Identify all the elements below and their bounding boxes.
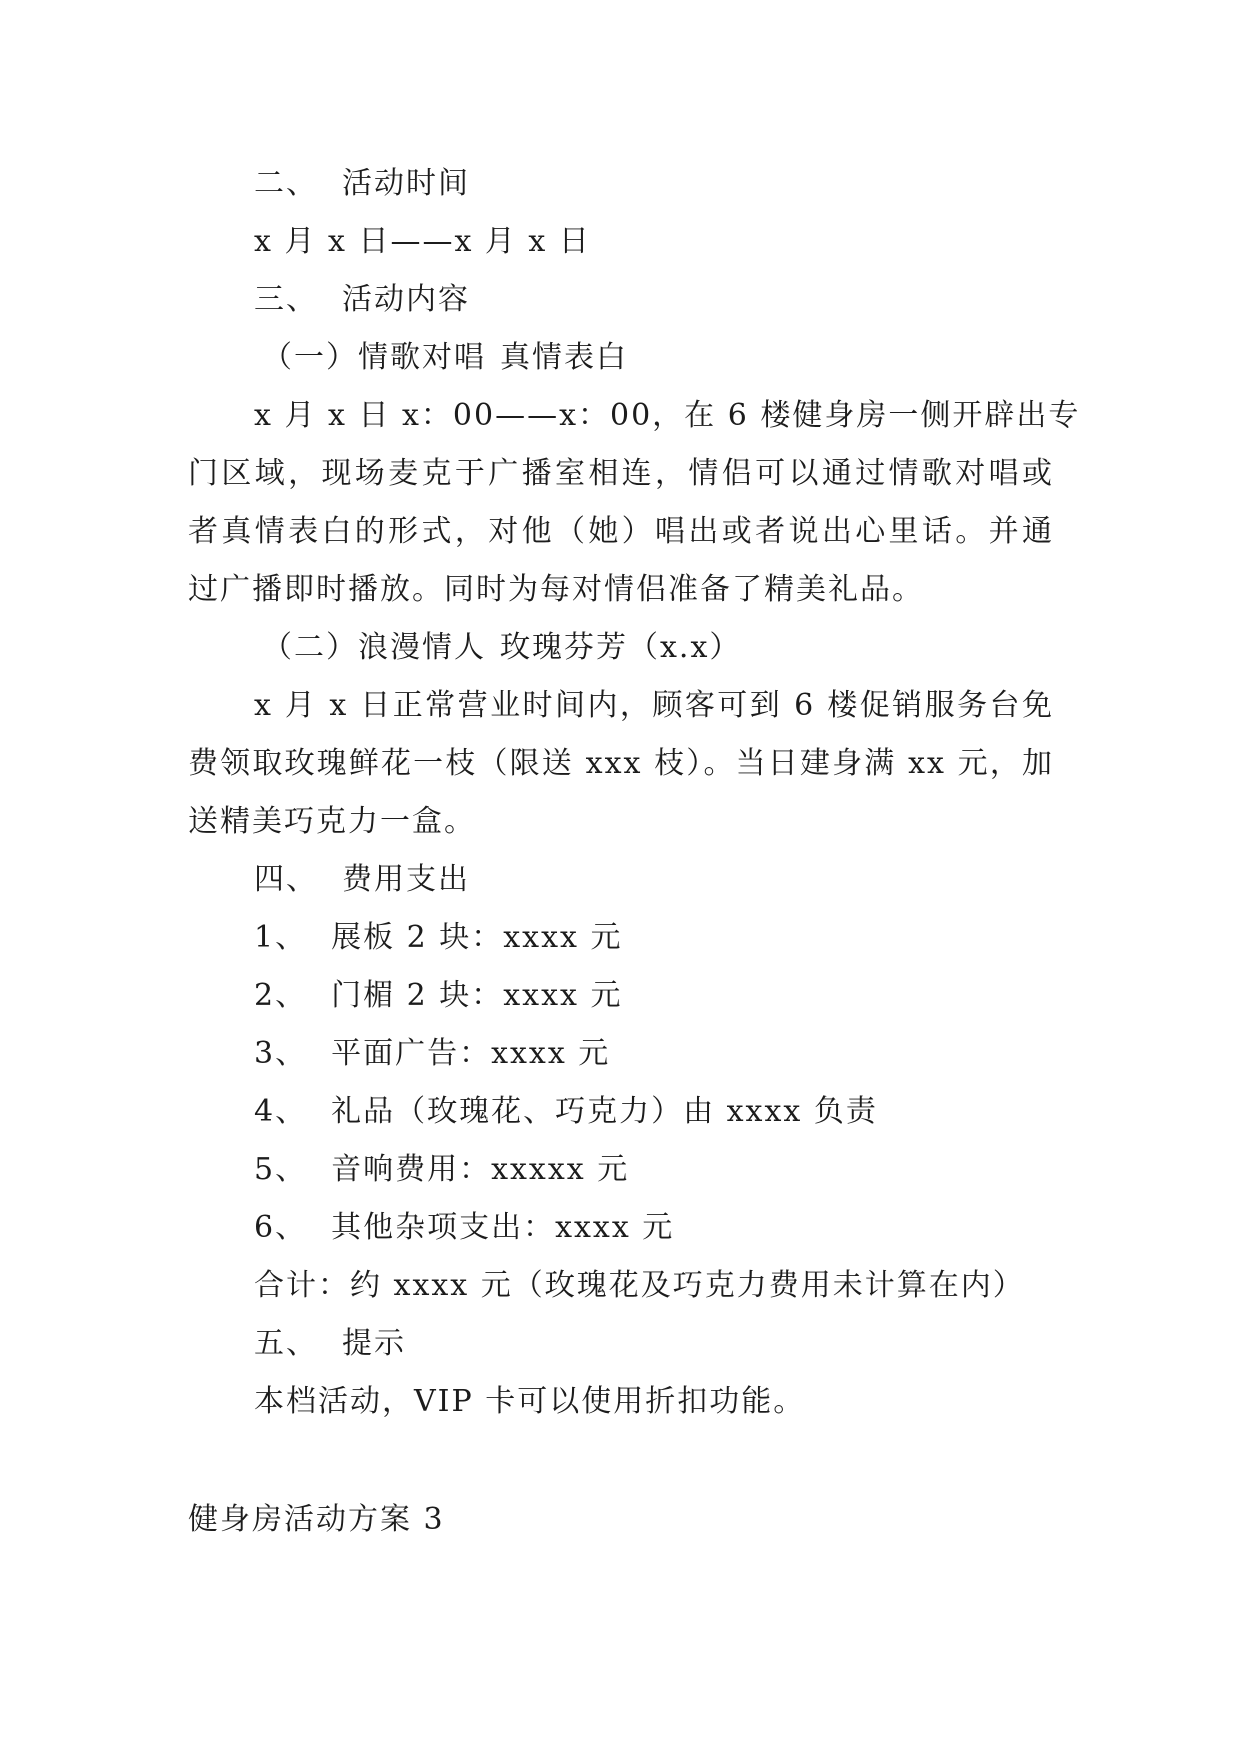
subsection-heading-love-song: [262, 338, 628, 378]
expense-number: 2、: [254, 978, 308, 1013]
next-plan-title: 健身房活动方案 3: [188, 1502, 445, 1537]
expense-text: 音响费用：xxxxx 元: [331, 1152, 630, 1187]
expense-number: 4、: [254, 1094, 308, 1129]
paragraph-line: 门区域，现场麦克于广播室相连，情侣可以通过情歌对唱或: [188, 456, 1054, 491]
section-number: 五、: [254, 1326, 318, 1361]
expense-total: 合计：约 xxxx 元（玫瑰花及巧克力费用未计算在内）: [254, 1268, 1025, 1303]
subsection-heading-roses: [262, 628, 741, 668]
section-heading-expenses: [254, 860, 470, 900]
subsection-heading-part-a: （一）情歌对唱: [262, 340, 486, 375]
expense-text: 礼品（玫瑰花、巧克力）由 xxxx 负责: [331, 1094, 878, 1129]
expense-text: 展板 2 块：xxxx 元: [331, 920, 623, 955]
paragraph-line: 送精美巧克力一盒。: [188, 804, 476, 839]
section-title: 活动内容: [342, 282, 470, 317]
expense-number: 5、: [254, 1152, 308, 1187]
paragraph-line: 过广播即时播放。同时为每对情侣准备了精美礼品。: [188, 572, 924, 607]
paragraph-line: x 月 x 日 x：00——x：00，在 6 楼健身房一侧开辟出专: [254, 398, 1081, 433]
subsection-heading-part-b: 玫瑰芬芳（x.x）: [500, 630, 742, 665]
section-number: 二、: [254, 166, 318, 201]
expense-item: [254, 1092, 878, 1132]
expense-number: 6、: [254, 1210, 308, 1245]
section-heading-time: [254, 164, 470, 204]
section-number: 三、: [254, 282, 318, 317]
paragraph-line: 者真情表白的形式，对他（她）唱出或者说出心里话。并通: [188, 514, 1054, 549]
expense-number: 1、: [254, 920, 308, 955]
section-title: 费用支出: [342, 862, 470, 897]
expense-number: 3、: [254, 1036, 308, 1071]
section-number: 四、: [254, 862, 318, 897]
expense-item: [254, 1150, 629, 1190]
section-title: 提示: [342, 1326, 406, 1361]
paragraph-line: x 月 x 日正常营业时间内，顾客可到 6 楼促销服务台免: [254, 688, 1054, 723]
expense-text: 门楣 2 块：xxxx 元: [331, 978, 623, 1013]
expense-text: 平面广告：xxxx 元: [331, 1036, 611, 1071]
subsection-heading-part-b: 真情表白: [500, 340, 628, 375]
expense-item: [254, 1034, 610, 1074]
section-heading-tip: [254, 1324, 406, 1364]
expense-item: [254, 918, 622, 958]
expense-item: [254, 1208, 674, 1248]
subsection-heading-part-a: （二）浪漫情人: [262, 630, 486, 665]
tip-text: 本档活动，VIP 卡可以使用折扣功能。: [254, 1384, 806, 1419]
expense-text: 其他杂项支出：xxxx 元: [331, 1210, 675, 1245]
section-title: 活动时间: [342, 166, 470, 201]
paragraph-line: 费领取玫瑰鲜花一枝（限送 xxx 枝）。当日建身满 xx 元，加: [188, 746, 1054, 781]
section-heading-content: [254, 280, 470, 320]
expense-item: [254, 976, 622, 1016]
time-range: x 月 x 日——x 月 x 日: [254, 224, 591, 259]
